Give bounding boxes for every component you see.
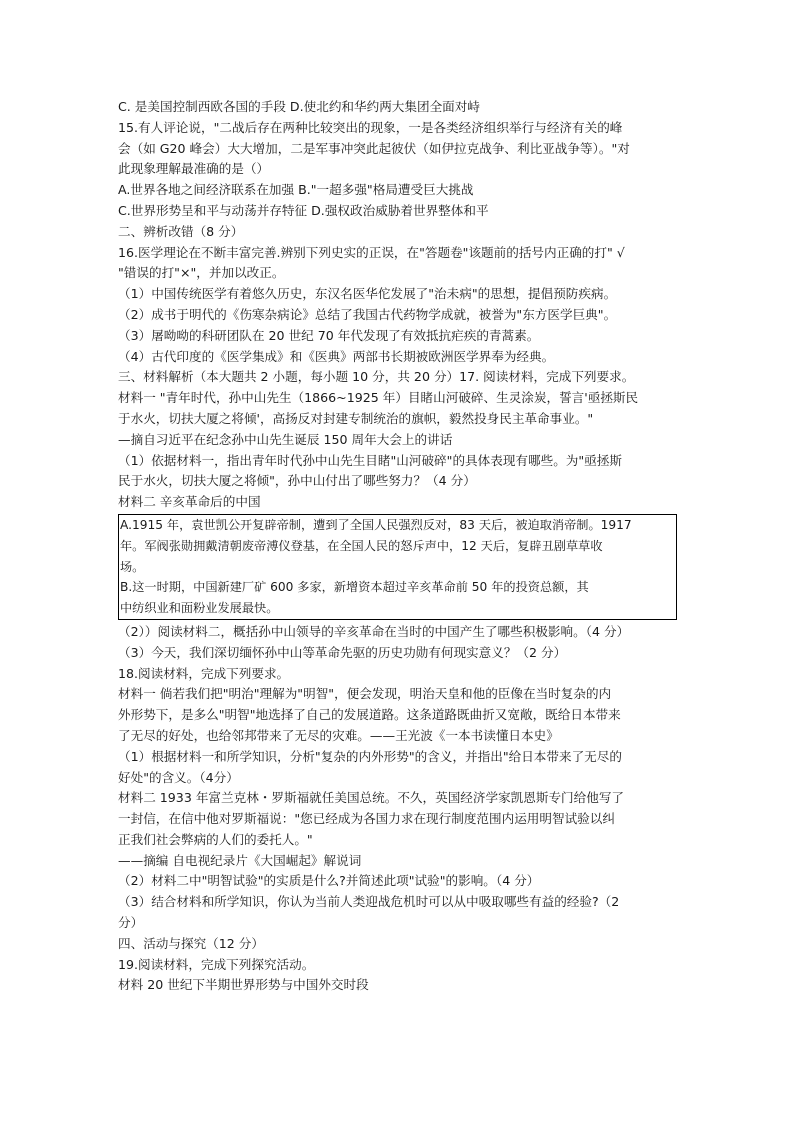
section-heading: 三、材料解析（本大题共 2 小题，每小题 10 分，共 20 分）17. 阅读材料，完成下列要求。 [118,369,635,385]
sub-question-line: （1）依据材料一，指出青年时代孙中山先生目睹"山河破碎"的具体表现有哪些。为"亟拯斯 [118,452,622,468]
box-line: B.这一时期，中国新建厂矿 600 多家，新增资本超过辛亥革命前 50 年的投资总额，其 [120,580,589,595]
sub-question-line: 好处"的含义。（4分） [118,769,239,785]
box-line: A.1915 年，袁世凯公开复辟帝制，遭到了全国人民强烈反对，83 天后，被迫取消帝制。1917 [120,517,632,532]
sub-question-line: （2））阅读材料二，概括孙中山领导的辛亥革命在当时的中国产生了哪些积极影响。（4 分） [118,623,630,639]
sub-question-line: 分） [118,915,144,931]
material-line: 材料一 "青年时代，孙中山先生（1866~1925 年）目睹山河破碎、生灵涂炭，誓言'亟拯斯民 [118,390,639,406]
text-block-after-box [118,622,694,996]
text-line: C. 是美国控制西欧各国的手段 D.使北约和华约两大集团全面对峙 [118,99,480,114]
material-line: 外形势下，是多么"明智"地选择了自己的发展道路。这条道路既曲折又宽敞，既给日本带来 [118,707,621,723]
source-citation: —摘自习近平在纪念孙中山先生诞辰 150 周年大会上的讲话 [118,431,453,447]
box-line: 中纺织业和面粉业发展最快。 [120,601,279,616]
material-line: 正我们社会弊病的人们的委托人。" [118,831,313,847]
question-15-line: 15.有人评论说，"二战后存在两种比较突出的现象，一是各类经济组织举行与经济有关的峰 [118,119,623,135]
exam-page [118,97,694,996]
box-line: 年。军阀张勋拥戴清朝废帝溥仪登基，在全国人民的怒斥声中，12 天后，复辟丑剧草草收 [120,538,603,553]
section-heading: 四、活动与探究（12 分） [118,935,264,951]
text-line: "错误的打"×"，并加以改正。 [118,265,285,281]
sub-question-line: （1）根据材料一和所学知识，分析"复杂的内外形势"的含义，并指出"给日本带来了无尽的 [118,748,622,764]
question-19-line: 19.阅读材料，完成下列探究活动。 [118,956,315,972]
material-line: 材料一 倘若我们把"明治"理解为"明智"，便会发现，明治天皇和他的臣像在当时复杂的内 [118,686,612,702]
statement-line: （1）中国传统医学有着悠久历史，东汉名医华佗发展了"治未病"的思想，提倡预防疾病。 [118,286,617,302]
statement-line: （3）屠呦呦的科研团队在 20 世纪 70 年代发现了有效抵抗疟疾的青蒿素。 [118,327,540,343]
sub-question-line: （2）材料二中"明智试验"的实质是什么?并简述此项"试验"的影响。（4 分） [118,873,540,889]
source-citation: ——摘编 自电视纪录片《大国崛起》解说词 [118,852,362,868]
sub-question-line: （3）今天，我们深切缅怀孙中山等革命先驱的历史功勋有何现实意义？（2 分） [118,644,567,660]
option-line: A.世界各地之间经济联系在加强 B."一超多强"格局遭受巨大挑战 [118,182,474,198]
material-box [118,514,677,620]
material-line: 材料二 1933 年富兰克林・罗斯福就任美国总统。不久，英国经济学家凯恩斯专门给他写了 [118,790,625,806]
text-block-before-box [118,97,694,513]
question-16-line: 16.医学理论在不断丰富完善.辨别下列史实的正误，在"答题卷"该题前的括号内正确的打" √ [118,244,625,260]
question-18-line: 18.阅读材料，完成下列要求。 [118,665,290,681]
statement-line: （2）成书于明代的《伤寒杂病论》总结了我国古代药物学成就，被誉为"东方医学巨典"。 [118,306,617,322]
text-line: 会（如 G20 峰会）大大增加，二是军事冲突此起彼伏（如伊拉克战争、利比亚战争等）。"对 [118,140,630,156]
text-line: 此现象理解最准确的是（） [118,161,270,177]
option-line: C.世界形势呈和平与动荡并存特征 D.强权政治威胁着世界整体和平 [118,202,489,218]
material-line: 一封信，在信中他对罗斯福说："您已经成为各国力求在现行制度范围内运用明智试验以纠 [118,811,615,827]
material-heading: 材料 20 世纪下半期世界形势与中国外交时段 [118,977,369,993]
sub-question-line: 民于水火，切扶大厦之将倾"，孙中山付出了哪些努力？（4 分） [118,473,476,489]
material-line: 于水火，切扶大厦之将倾'，高扬反对封建专制统治的旗帜，毅然投身民主革命事业。" [118,410,594,426]
material-heading: 材料二 辛亥革命后的中国 [118,494,261,510]
sub-question-line: （3）结合材料和所学知识，你认为当前人类迎战危机时可以从中吸取哪些有益的经验?（2 [118,894,620,910]
statement-line: （4）古代印度的《医学集成》和《医典》两部书长期被欧洲医学界奉为经典。 [118,348,555,364]
box-line: 场。 [120,559,145,574]
material-line: 了无尽的好处，也给邻邦带来了无尽的灾难。——王光波《一本书读懂日本史》 [118,727,559,743]
section-heading: 二、辨析改错（8 分） [118,223,244,239]
